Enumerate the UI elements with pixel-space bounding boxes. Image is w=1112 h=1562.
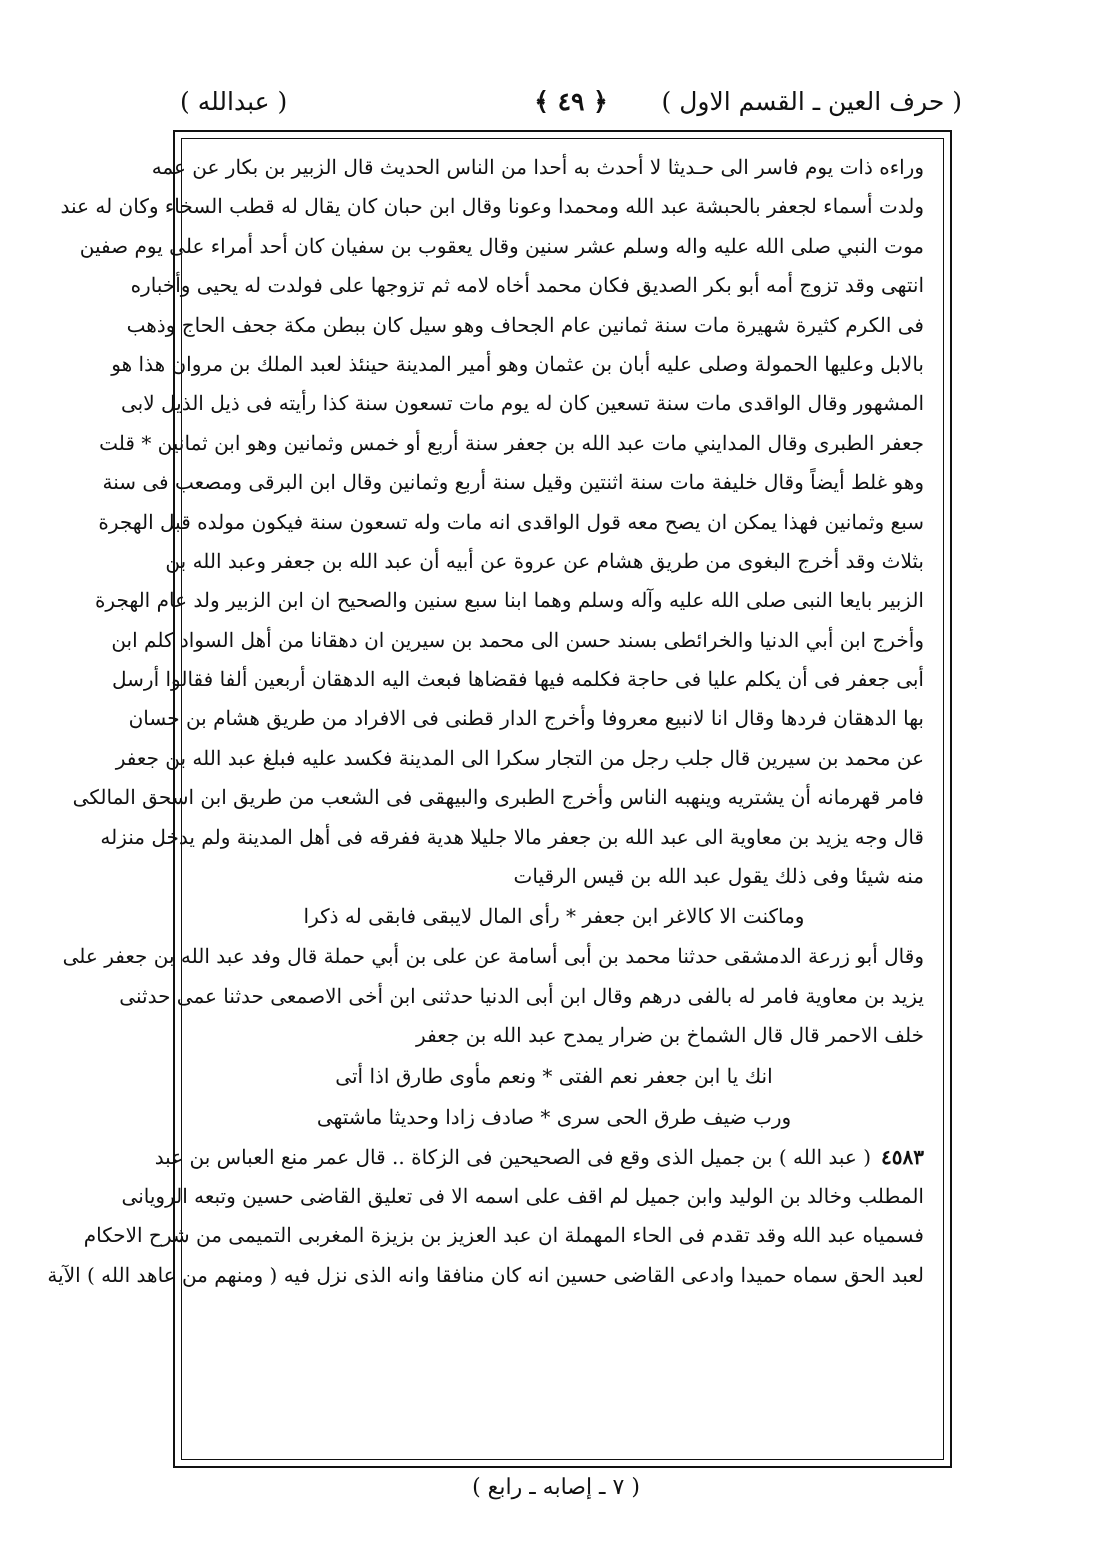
- text-line: وهو غلط أيضاً وقال خليفة مات سنة اثنتين وقيل سنة أربع وثمانين وقال ابن البرقى ومصعب فى سنة: [102, 470, 924, 495]
- entry-text: ( عبد الله ) بن جميل الذى وقع فى الصحيحين فى الزكاة .. قال عمر منع العباس بن عبد: [154, 1144, 872, 1169]
- text-line: موت النبي صلى الله عليه واله وسلم عشر سنين وقال يعقوب بن سفيان كان أحد أمراء على يوم صفين: [79, 233, 924, 258]
- text-line: يزيد بن معاوية فامر له بالفى درهم وقال ابن أبى الدنيا حدثنى ابن أخى الاصمعى حدثنا عمى حدثنى: [119, 983, 924, 1008]
- text-line: وراءه ذات يوم فاسر الى حـديثا لا أحدث به أحدا من الناس الحديث قال الزبير بن بكار عن عمه: [151, 155, 924, 179]
- text-line: المشهور وقال الواقدى مات سنة تسعين كان له يوم مات تسعون سنة كذا رأيته فى ذيل الذيل لابى: [121, 391, 924, 416]
- header-section-title: ( حرف العين ـ القسم الاول ): [661, 87, 962, 116]
- text-line: انتهى وقد تزوج أمه أبو بكر الصديق فكان محمد أخاه لامه ثم تزوجها على فولدت له يحيى وأخباره: [130, 273, 924, 298]
- text-line: بالابل وعليها الحمولة وصلى عليه أبان بن عثمان وهو أمير المدينة حينئذ لعبد الملك بن مروان هذا هو: [111, 351, 924, 376]
- text-line: ولدت أسماء لجعفر بالحبشة عبد الله ومحمدا وعونا وقال ابن حبان كان يقال له قطب السخاء وكان له عند: [60, 194, 924, 219]
- text-line: وأخرج ابن أبي الدنيا والخرائطى بسند حسن الى محمد بن سيرين ان دهقانا من أهل السواد كلم ابن: [111, 627, 924, 652]
- text-line: خلف الاحمر قال قال الشماخ بن ضرار يمدح عبد الله بن جعفر: [416, 1023, 924, 1048]
- poem-verse: وماكنت الا كالاغر ابن جعفر * رأى المال لايبقى فابقى له ذكرا: [303, 904, 805, 929]
- poem-verse: ورب ضيف طرق الحى سرى * صادف زادا وحديثا ماشتهى: [316, 1104, 792, 1129]
- text-line: فى الكرم كثيرة شهيرة مات سنة ثمانين عام الجحاف وهو سيل كان ببطن مكة جحف الحاج وذهب: [126, 312, 924, 337]
- header-entry-name: ( عبدالله ): [180, 87, 288, 116]
- entry-number: ٤٥٨٣: [881, 1144, 924, 1169]
- text-line: لعبد الحق سماه حميدا وادعى القاضى حسين انه كان منافقا وانه الذى نزل فيه ( ومنهم من عاهد الله ) الآية: [47, 1262, 924, 1287]
- text-line: بثلاث وقد أخرج البغوى من طريق هشام عن عروة عن أبيه أن عبد الله بن جعفر وعبد الله بن: [165, 548, 924, 573]
- text-line: بها الدهقان فردها وقال انا لانبيع معروفا وأخرج الدار قطنى فى الافراد من طريق هشام بن حسان: [128, 706, 924, 731]
- poem-verse: انك يا ابن جعفر نعم الفتى * ونعم مأوى طارق اذا أتى: [335, 1063, 773, 1088]
- text-line: المطلب وخالد بن الوليد وابن جميل لم اقف على اسمه الا فى تعليق القاضى حسين وتبعه الرويانى: [121, 1183, 924, 1208]
- text-line: جعفر الطبرى وقال المدايني مات عبد الله بن جعفر سنة أربع أو خمس وثمانين وهو ابن ثمانين * قلت: [99, 430, 924, 455]
- text-line: الزبير بايعا النبى صلى الله عليه وآله وسلم وهما ابنا سبع سنين والصحيح ان ابن الزبير ولد عام الهجرة: [94, 588, 924, 613]
- page-header: [180, 82, 962, 122]
- text-line: وقال أبو زرعة الدمشقى حدثنا محمد بن أبى أسامة عن على بن أبي حملة قال وفد عبد الله بن جعفر على: [62, 944, 924, 969]
- text-line: فامر قهرمانه أن يشتريه وينهبه الناس وأخرج الطبرى والبيهقى فى الشعب من طريق ابن اسحق المالكى: [72, 785, 924, 810]
- text-line: منه شيئا وفى ذلك يقول عبد الله بن قيس الرقيات: [513, 864, 924, 889]
- page-body: [47, 148, 924, 1295]
- text-line: أبى جعفر فى أن يكلم عليا فى حاجة فكلمه فيها فقضاها فبعث اليه الدهقان أربعين ألفا فقالوا أرسل: [112, 667, 924, 692]
- text-line: عن محمد بن سيرين قال جلب رجل من التجار سكرا الى المدينة فكسد عليه فبلغ عبد الله بن جعفر: [115, 745, 924, 770]
- page-footer: ( ٧ ـ إصابه ـ رابع ): [472, 1475, 640, 1500]
- text-line: فسمياه عبد الله وقد تقدم فى الحاء المهملة ان عبد العزيز بن بزيزة المغربى التميمى من شرح الاحكام: [83, 1223, 924, 1248]
- page-number: ﴿ ٤٩ ﴾: [534, 87, 608, 116]
- text-line: سبع وثمانين فهذا يمكن ان يصح معه قول الواقدى انه مات وله تسعون سنة فيكون مولده قبل الهجرة: [98, 509, 924, 534]
- entry-first-line: [154, 1138, 924, 1177]
- text-line: قال وجه يزيد بن معاوية الى عبد الله بن جعفر مالا جليلا هدية ففرقه فى أهل المدينة ولم يدخل منزله: [100, 824, 924, 849]
